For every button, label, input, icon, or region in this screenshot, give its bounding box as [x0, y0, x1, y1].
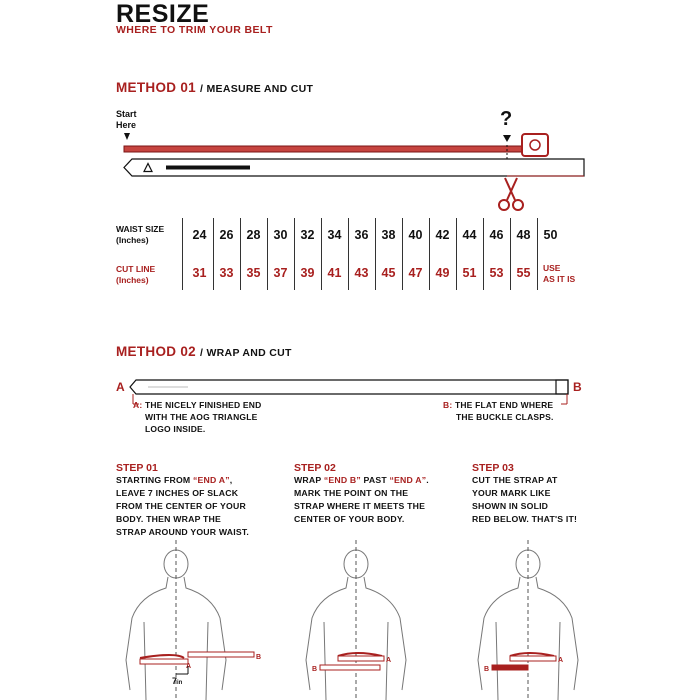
step-02-figure [290, 540, 460, 700]
cut-line-cell: 49 [435, 266, 450, 280]
waist-size-cell: 34 [327, 228, 342, 242]
waist-size-cell: 24 [192, 228, 207, 242]
end-a-desc-line: WITH THE AOG TRIANGLE [145, 412, 258, 422]
waist-size-cell: 38 [381, 228, 396, 242]
waist-size-cell: 32 [300, 228, 315, 242]
belt-wrap-step2 [320, 653, 384, 670]
end-a-desc-line: THE NICELY FINISHED END [144, 400, 262, 410]
waist-size-cell: 50 [543, 228, 558, 242]
belt-wrap-step3 [492, 653, 556, 670]
end-b-description: B: THE FLAT END WHERE THE BUCKLE CLASPS. [443, 400, 554, 422]
scissors-icon [499, 178, 523, 210]
waist-size-cell: 42 [435, 228, 450, 242]
waist-size-label: WAIST SIZE (Inches) [116, 224, 165, 245]
svg-text:A: A [186, 663, 192, 670]
question-mark: ? [500, 108, 513, 130]
end-b-desc-line: THE BUCKLE CLASPS. [456, 412, 554, 422]
waist-size-cell: 40 [408, 228, 423, 242]
cut-line-cell: 47 [408, 266, 423, 280]
table-divider [182, 218, 183, 290]
cut-line-cell: 55 [516, 266, 531, 280]
step-01 [116, 462, 286, 539]
tape-measure-housing [522, 134, 548, 156]
end-a-description: A: THE NICELY FINISHED END WITH THE AOG TRIANGLE LOGO INSIDE. [133, 400, 262, 434]
end-a-desc-line: LOGO INSIDE. [145, 424, 206, 434]
step-02 [294, 462, 464, 526]
svg-text:A: A [558, 657, 564, 664]
method-01-heading [116, 80, 313, 95]
step-03 [472, 462, 592, 526]
waist-size-cell: 28 [246, 228, 261, 242]
waist-size-cell: 36 [354, 228, 369, 242]
cut-line-cell: 43 [354, 266, 369, 280]
step-01-figure [110, 540, 280, 700]
svg-text:B: B [256, 654, 262, 661]
cut-line-cell: 51 [462, 266, 477, 280]
step-01-text: STARTING FROM “END A”, LEAVE 7 INCHES OF SLACK FROM THE CENTER OF YOUR BODY. THEN WRAP THE STRAP AROUND YOUR WAIST. [116, 475, 250, 537]
waist-size-cell: 44 [462, 228, 477, 242]
end-a-label: A [116, 380, 125, 394]
svg-text:A: A [386, 657, 392, 664]
step-02-text: WRAP “END B” PAST “END A”. MARK THE POINT ON THE STRAP WHERE IT MEETS THE CENTER OF YOUR BODY. [294, 475, 429, 524]
svg-text:B: B [312, 666, 318, 673]
step-03-title: STEP 03 [472, 462, 514, 474]
step-02-title: STEP 02 [294, 462, 336, 474]
waist-size-cell: 26 [219, 228, 234, 242]
page-subtitle: WHERE TO TRIM YOUR BELT [116, 24, 273, 36]
cut-line-cell: 39 [300, 266, 315, 280]
method-02-title: METHOD 02 [116, 344, 196, 359]
cut-line-cell: 31 [192, 266, 207, 280]
measure-7-inches: 7in [172, 676, 183, 686]
cut-point-arrow-icon [503, 135, 511, 142]
cut-line-cell: 33 [219, 266, 234, 280]
waist-size-cell: 46 [489, 228, 504, 242]
page-title: RESIZE [116, 0, 210, 28]
start-arrow-icon [124, 133, 130, 140]
cut-line-cell: 35 [246, 266, 261, 280]
cut-line-label: CUT LINE (Inches) [116, 264, 156, 285]
use-as-is-label: USE AS IT IS [543, 263, 576, 284]
method-02-subtitle: / WRAP AND CUT [200, 347, 292, 359]
end-b-label: B [573, 380, 582, 394]
cut-section [492, 665, 528, 670]
cut-line-cell: 45 [381, 266, 396, 280]
svg-text:B: B [484, 666, 490, 673]
end-b-desc-line: THE FLAT END WHERE [454, 400, 554, 410]
waist-size-cell: 48 [516, 228, 531, 242]
measure-illustration [110, 125, 600, 215]
method-01-subtitle: / MEASURE AND CUT [200, 83, 314, 95]
step-01-title: STEP 01 [116, 462, 158, 474]
cut-line-cell: 37 [273, 266, 288, 280]
method-01-title: METHOD 01 [116, 80, 196, 95]
step-03-text: CUT THE STRAP AT YOUR MARK LIKE SHOWN IN SOLID RED BELOW. THAT'S IT! [472, 475, 578, 524]
cut-line-cell: 41 [327, 266, 342, 280]
method-02-heading [116, 344, 292, 359]
waist-size-cell: 30 [273, 228, 288, 242]
start-here-label: Start Here [116, 109, 137, 130]
tape-measure [124, 146, 522, 152]
step-03-figure [462, 540, 632, 700]
belt-wrap-step1 [140, 652, 254, 664]
cut-line-cell: 53 [489, 266, 504, 280]
